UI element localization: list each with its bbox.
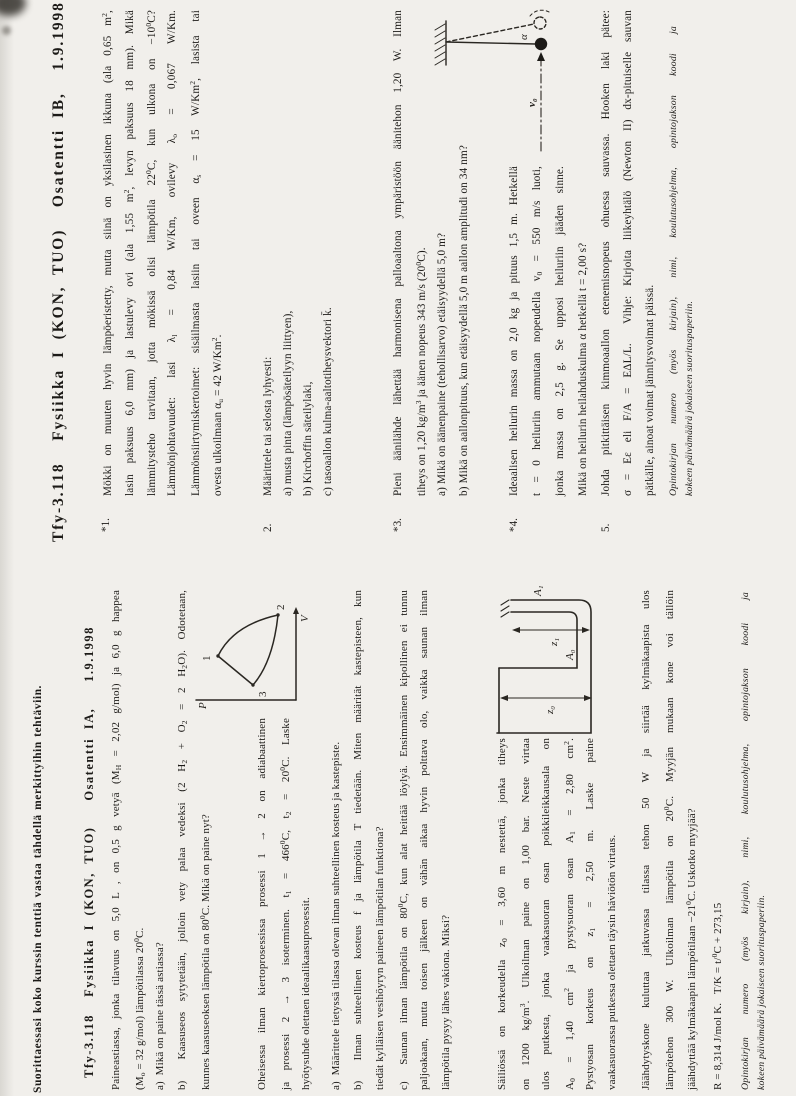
text-line: lämpötehon 300 W. Ulkoilman lämpötila on $20^0C$. Myyjän mukaan kone voi tällöin (662, 589, 676, 1090)
text-line: paljoakaan, mutta toisen jälkeen on vähän aikaa hyvin polttava olo, vaikka saunan ilman (418, 590, 430, 1090)
problem-ia-2 (256, 718, 322, 1090)
problem-number-ib-5: 5. (600, 523, 612, 532)
process-3-1 (218, 656, 253, 685)
text-line: kunnes kaasuseoksen lämpötila on $80^0C$. Mikä on paine nyt? (198, 814, 212, 1090)
footer-note-ia (740, 592, 772, 1090)
pv-state-3-label: 3 (257, 691, 269, 697)
text-line: jäähdyttää kylmäkaapin lämpötilaan $-21^0C$. Uskotko myyjää? (684, 808, 698, 1090)
tank-a1-label: A₁ (532, 585, 544, 596)
pv-axis-label-p: P (197, 702, 209, 709)
text-line: R = 8,314 J/mol K. T/K = t/$^0$C + 273,15 (710, 902, 724, 1090)
scan-artifact-speck (2, 26, 11, 35)
pendulum-figure (430, 3, 570, 153)
text-line: Pystyosan korkeus on $z_1 = 2,50$ m. Laske paine (584, 738, 597, 1090)
swing-angle-label: α (518, 34, 530, 40)
bullet-velocity-label: v₀ (526, 98, 538, 107)
problem-number-ib-2: 2. (262, 523, 274, 532)
text-line: Johda pitkittäisen kimmoaallon etenemisnopeus ohuessa sauvassa. Hooken laki pätee: (600, 10, 612, 496)
footer-note-ib (668, 26, 700, 496)
text-line: ovesta ulkoilmaan $\alpha_u = 42$ W/Km$^2$. (210, 334, 225, 496)
problem-ia-4 (496, 738, 628, 1090)
text-line: on 1200 $kg/m^3$. Ulkoilman paine on 1,00 bar. Neste virtaa (518, 738, 532, 1090)
pendulum-bob (535, 38, 547, 50)
ceiling-hatch (435, 24, 445, 65)
text-line: b) Mikä on aallonpituus, kun etäisyydellä 5,0 m aallon amplitudi on 34 nm? (458, 144, 470, 496)
text-line: Opintokirjan numero (myös kirjain), nimi, koulutusohjelma, opintojakson koodi ja (668, 26, 679, 496)
text-line: a) Mikä on paine tässä astiassa? (154, 942, 166, 1090)
exam-header-ia: Tfy-3.118 Fysiikka I (KON, TUO) Osatentti IA, 1.9.1998 (82, 626, 96, 1078)
tank-z1-label: z₁ (548, 637, 560, 646)
text-line: Lämmönsiirtymiskertoimet: sisäilmasta lasiin tai oveen $\alpha_s = 15$ W/Km$^2$, lasista tai (188, 10, 203, 496)
problem-ib-1 (100, 10, 232, 496)
text-line: σ = Eε eli F/A = EΔL/L. Vihje: Kirjoita liikeyhtälö (Newton II) dx-pituiselle sauvan (622, 10, 634, 496)
process-2-3-isotherm (253, 615, 278, 685)
text-line: Opintokirjan numero (myös kirjain), nimi, koulutusohjelma, opintojakson koodi ja (740, 592, 751, 1090)
text-line: lämmitysteho tarvitaan, jotta mökissä olisi lämpötila $22^0C$, kun ulkona on $-10^0C$? (144, 10, 158, 496)
text-line: jonka massa on 2,5 g. Se upposi heiluriin jääden sinne. (554, 166, 566, 496)
text-line: b) Kirchoffin säteilylaki, (302, 381, 314, 496)
problem-number-ib-1: *1. (100, 518, 112, 532)
tank-a0-label: A₀ (564, 649, 576, 660)
problem-number-ib-3: *3. (392, 518, 404, 532)
pv-axis-label-v: V (299, 615, 311, 622)
constants-line (710, 590, 732, 1090)
text-line: Oheisessa ilman kiertoprosessissa prosessi 1 → 2 on adiabaattinen (256, 718, 268, 1090)
swing-arc (530, 10, 549, 16)
pv-state-1-label: 1 (201, 655, 213, 661)
text-line: ja prosessi 2 → 3 isoterminen. $t_1 = 466^0C$, $t_2 = 20^0C$. Laske (278, 718, 293, 1090)
course-instruction-title: Suorittaessasi koko kurssin tenttiä vastaa tähdellä merkittyihin tehtäviin. (32, 685, 44, 1093)
text-line: Ideaalisen heilurin massa on 2,0 kg ja pituus 1,5 m. Hetkellä (508, 166, 520, 496)
text-line: b) Ilman suhteellinen kosteus f ja lämpötila T tiedetään. Miten määrität kastepisteen, kun (352, 590, 364, 1090)
text-line: t = 0 heiluriin ammutaan nopeudella $v_0 = 550$ m/s luoti, (531, 166, 544, 496)
page-osatentti-ia (0, 548, 796, 1096)
text-line: hyötysuhde olettaen ideaalikaasuprosessit. (300, 897, 312, 1090)
text-line: Lämmönjohtavuudet: lasi $\lambda_l = 0,84$ W/Km, ovilevy $\lambda_o = 0,067$ W/Km. (166, 10, 179, 496)
text-line: Säiliössä on korkeudella $z_0 = 3,60$ m nestettä, jonka tiheys (496, 738, 509, 1090)
text-line: Mikä on heilurin heilahduskulma α hetkellä t = 2,00 s? (577, 242, 589, 496)
pv-state-2-label: 2 (275, 604, 287, 610)
text-line: b) Kaasuseos sytytetään, jolloin vety palaa vedeksi (2 $H_2 + O_2 = 2$ $H_2O$). Odotetaan, (176, 590, 189, 1090)
text-line: vaakasuorassa putkessa olettaen täysin häviötön virtaus. (606, 834, 618, 1090)
problem-ia-5 (640, 590, 706, 1090)
text-line: c) Saunan ilman lämpötila on $80^0C$, kun alat heittää löylyä. Ensimmäinen kipollinen ei tunnu (396, 590, 410, 1090)
pv-diagram-figure (193, 556, 311, 710)
bullet-arrowhead (537, 52, 545, 61)
outlet-hatch (501, 600, 509, 617)
process-1-2-adiabat (218, 615, 278, 656)
v-axis-arrowhead (293, 607, 299, 614)
text-line: Jäähdytyskone kuluttaa jatkuvassa tilassa tehon 50 W ja siirtää kylmäkaapista ulos (640, 590, 652, 1090)
text-line: tiheys on 1,20 $kg/m^3$ ja äänen nopeus 343 m/s $(20^0C)$. (414, 247, 428, 496)
text-line: Määrittele tai selosta lyhyesti: (262, 356, 274, 496)
tank-z0-label: z₀ (544, 705, 556, 714)
text-line: lämpötila pysyy lähes vakiona. Miksi? (440, 914, 452, 1090)
text-line: a) musta pinta (lämpösäteilyyn liittyen), (282, 310, 294, 496)
text-line: c) tasoaallon kulma-aaltotiheysvektori k̄. (322, 307, 334, 496)
problem-ib-5 (600, 10, 666, 496)
text-line: Paineastiassa, jonka tilavuus on 5,0 L , on 0,5 g vetyä ($M_H = 2,02$ g/mol) ja 6,0 g happea (110, 590, 123, 1090)
pendulum-string (446, 42, 536, 44)
tank-pipe-figure (483, 574, 619, 734)
text-line: kokeen päivämäärä jokaiseen suorituspaperiin. (756, 894, 767, 1090)
text-line: Mökki on muuten hyvin lämpöeristetty, mutta siinä on yksilasinen ikkuna (ala 0,65 $m^2$, (100, 10, 114, 496)
problem-number-ib-4: *4. (508, 518, 520, 532)
text-line: lasin paksuus 6,0 mm) ja lastulevy ovi (ala 1,55 $m^2$, levyn paksuus 18 mm). Mikä (122, 10, 136, 496)
text-line: ($M_o = 32$ g/mol) lämpötilassa $20^0C$. (132, 927, 147, 1090)
text-line: kokeen päivämäärä jokaiseen suorituspaperiin. (684, 300, 695, 496)
text-line: pätkälle, ainoat voimat jännitysvoimat päissä. (644, 284, 656, 496)
text-line: a) Määrittele tietyssä tilassa olevan ilman suhteellinen kosteus ja kastepiste. (330, 741, 342, 1090)
problem-ia-3 (330, 590, 462, 1090)
problem-ib-2 (262, 10, 342, 496)
text-line: tiedät kylläisen vesihöyryn paineen lämpötilan funktiona? (374, 826, 386, 1090)
text-line: ulos putkesta, jonka vaakasuoran osan poikkileikkausala on (540, 738, 552, 1090)
problem-ib-4 (508, 166, 600, 496)
text-line: Pieni äänilähde lähettää harmonisena palloaaltona ympäristöön äänitehon 1,20 W. Ilman (392, 10, 404, 496)
pendulum-bob-displaced (534, 17, 546, 29)
exam-header-ib: Tfy-3.118 Fysiikka I (KON, TUO) Osatentti IB, 1.9.1998 (50, 1, 67, 542)
text-line: a) Mikä on äänenpaine (tehollisarvo) etäisyydellä 5,0 m? (436, 232, 448, 496)
text-line: $A_0 = 1,40$ $cm^2$ ja pystysuoran osan $A_1 = 2,80$ $cm^2$. (562, 738, 577, 1090)
